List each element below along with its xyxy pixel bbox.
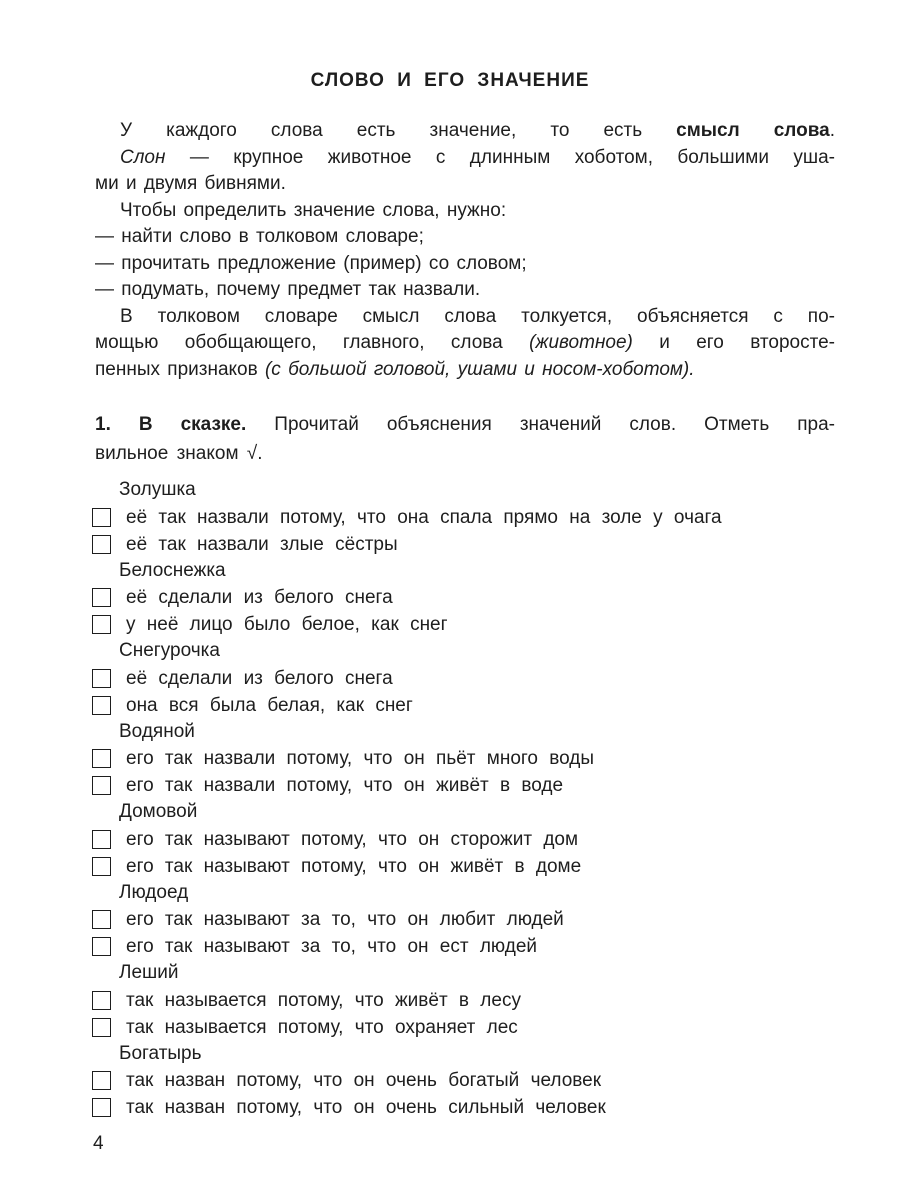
answer-text: так называется потому, что охраняет лес (126, 1016, 518, 1038)
italic-example: (животное) (529, 332, 633, 353)
word-group (92, 558, 852, 639)
answer-text: её сделали из белого снега (126, 587, 393, 608)
task-number: 1. В сказке. (95, 414, 247, 435)
answer-option (92, 933, 852, 960)
answer-checkbox[interactable] (92, 749, 111, 768)
task-line-2: вильное знаком √. (95, 443, 263, 464)
answer-checkbox[interactable] (92, 535, 111, 554)
fairy-tale-word: Снегурочка (119, 640, 220, 661)
answer-option (92, 665, 852, 692)
answer-checkbox[interactable] (92, 696, 111, 715)
task-instructions (95, 410, 835, 468)
answer-text: его так называют потому, что он сторожит дом (126, 828, 579, 850)
intro-section (95, 118, 835, 383)
answer-option (92, 772, 852, 799)
answer-checkbox[interactable] (92, 776, 111, 795)
example-definition: — крупное животное с длинным хоботом, большими уша- (165, 146, 835, 168)
answer-option (92, 692, 852, 719)
answer-checkbox[interactable] (92, 1018, 111, 1037)
answer-checkbox[interactable] (92, 508, 111, 527)
answer-checkbox[interactable] (92, 615, 111, 634)
intro-bold-term: смысл слова (676, 120, 830, 141)
intro-paragraph-4-line-2 (95, 330, 835, 357)
answer-text: её сделали из белого снега (126, 667, 393, 689)
fairy-tale-word: Людоед (119, 881, 189, 903)
answer-checkbox[interactable] (92, 669, 111, 688)
fairy-tale-word: Леший (119, 962, 179, 983)
answer-option (92, 853, 852, 880)
intro-period: . (829, 120, 835, 141)
fairy-tale-word: Золушка (119, 479, 196, 500)
answer-text: его так назвали потому, что он живёт в воде (126, 775, 564, 796)
answer-option (92, 1067, 852, 1094)
answer-option (92, 1094, 852, 1121)
word-group (92, 477, 852, 558)
answer-checkbox[interactable] (92, 588, 111, 607)
page-number: 4 (93, 1133, 104, 1154)
answer-text: его так назвали потому, что он пьёт много воды (126, 748, 595, 769)
line-text: пенных признаков (95, 358, 265, 380)
task-text: Прочитай объяснения значений слов. Отметь пра- (246, 414, 835, 435)
step-1: — найти слово в толковом словаре; (95, 226, 424, 247)
answer-checkbox[interactable] (92, 857, 111, 876)
intro-paragraph-2-line-1 (95, 145, 835, 172)
answer-text: его так называют за то, что он любит людей (126, 909, 564, 930)
fairy-tale-word: Водяной (119, 720, 195, 742)
step-2: — прочитать предложение (пример) со словом; (95, 252, 527, 274)
answer-option (92, 1014, 852, 1041)
task-line-1 (95, 410, 835, 439)
answer-text: так назван потому, что он очень сильный человек (126, 1097, 606, 1118)
word-group (92, 799, 852, 880)
answer-text: у неё лицо было белое, как снег (126, 614, 448, 635)
intro-paragraph-4-line-3 (95, 357, 835, 384)
intro-paragraph-4-line-1: В толковом словаре смысл слова толкуется, объясняется с по- (120, 305, 835, 327)
answer-text: её так назвали злые сёстры (126, 533, 398, 555)
answer-checkbox[interactable] (92, 937, 111, 956)
page-title: СЛОВО И ЕГО ЗНАЧЕНИЕ (310, 70, 590, 91)
answer-checkbox[interactable] (92, 1098, 111, 1117)
answer-text: его так называют за то, что он ест людей (126, 936, 538, 957)
answer-option (92, 531, 852, 558)
answer-checkbox[interactable] (92, 910, 111, 929)
answer-option (92, 826, 852, 853)
line-text: и его второсте- (632, 332, 835, 353)
word-group (92, 1041, 852, 1122)
intro-paragraph-3: Чтобы определить значение слова, нужно: (120, 199, 507, 221)
italic-example: (с большой головой, ушами и носом-хоботом). (264, 358, 695, 380)
answer-option (92, 504, 852, 531)
word-group (92, 719, 852, 800)
step-3: — подумать, почему предмет так назвали. (95, 279, 481, 300)
fairy-tale-word: Домовой (119, 801, 198, 822)
answer-text: её так назвали потому, что она спала прямо на золе у очага (126, 506, 722, 528)
exercise-list (92, 477, 852, 1121)
answer-checkbox[interactable] (92, 830, 111, 849)
fairy-tale-word: Богатырь (119, 1042, 202, 1064)
answer-checkbox[interactable] (92, 1071, 111, 1090)
answer-text: так назван потому, что он очень богатый человек (126, 1070, 602, 1091)
line-text: мощью обобщающего, главного, слова (95, 332, 530, 353)
intro-text: У каждого слова есть значение, то есть (120, 120, 677, 141)
intro-paragraph-1 (95, 118, 835, 145)
fairy-tale-word: Белоснежка (119, 559, 226, 581)
answer-option (92, 611, 852, 638)
answer-text: его так называют потому, что он живёт в доме (126, 855, 582, 877)
intro-paragraph-2-line-2: ми и двумя бивнями. (95, 173, 286, 194)
answer-checkbox[interactable] (92, 991, 111, 1010)
answer-text: она вся была белая, как снег (126, 694, 413, 716)
answer-option (92, 584, 852, 611)
word-group (92, 960, 852, 1041)
answer-text: так называется потому, что живёт в лесу (126, 989, 521, 1011)
answer-option (92, 745, 852, 772)
example-word: Слон (120, 146, 166, 168)
word-group (92, 880, 852, 961)
answer-option (92, 987, 852, 1014)
answer-option (92, 906, 852, 933)
word-group (92, 638, 852, 719)
